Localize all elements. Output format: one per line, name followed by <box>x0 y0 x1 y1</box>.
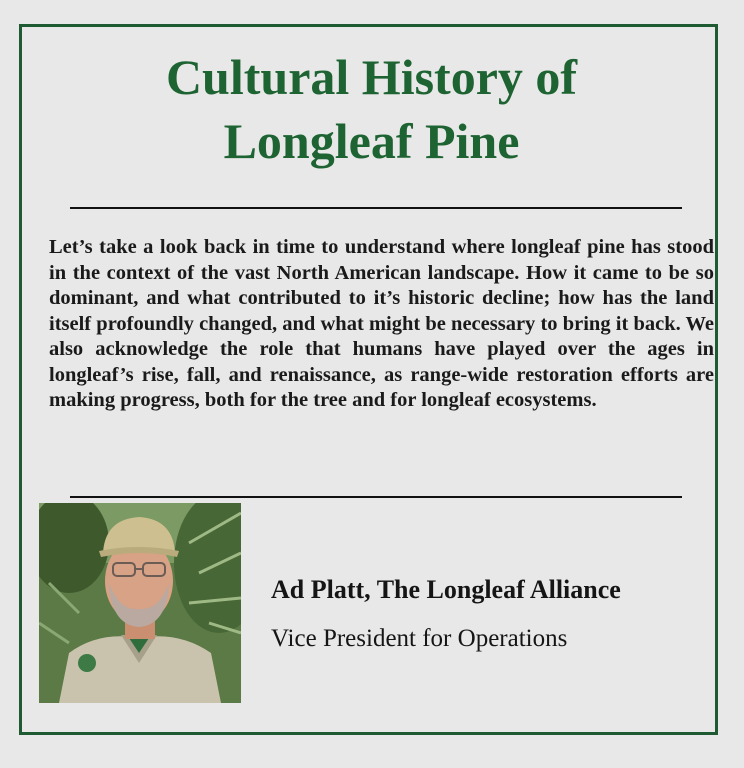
flyer-frame <box>19 24 718 735</box>
speaker-role: Vice President for Operations <box>271 625 568 652</box>
title-line-2: Longleaf Pine <box>223 113 520 169</box>
top-divider <box>70 207 682 209</box>
title-line-1: Cultural History of <box>165 49 578 105</box>
description-paragraph: Let’s take a look back in time to understand where longleaf pine has stood in the context of the vast North American landscape. How it came to be so dominant, and what contributed to it’s historic decline; how has the land itself profoundly changed, and what might be necessary to bring it back. We also acknowledge the role that humans have played over the ages in longleaf’s rise, fall, and renaissance, as range-wide restoration efforts are making progress, both for the tree and for longleaf ecosystems. <box>49 236 714 411</box>
speaker-photo <box>39 503 241 703</box>
speaker-name: Ad Platt, The Longleaf Alliance <box>271 575 621 604</box>
page-title <box>22 45 721 173</box>
bottom-divider <box>70 496 682 498</box>
